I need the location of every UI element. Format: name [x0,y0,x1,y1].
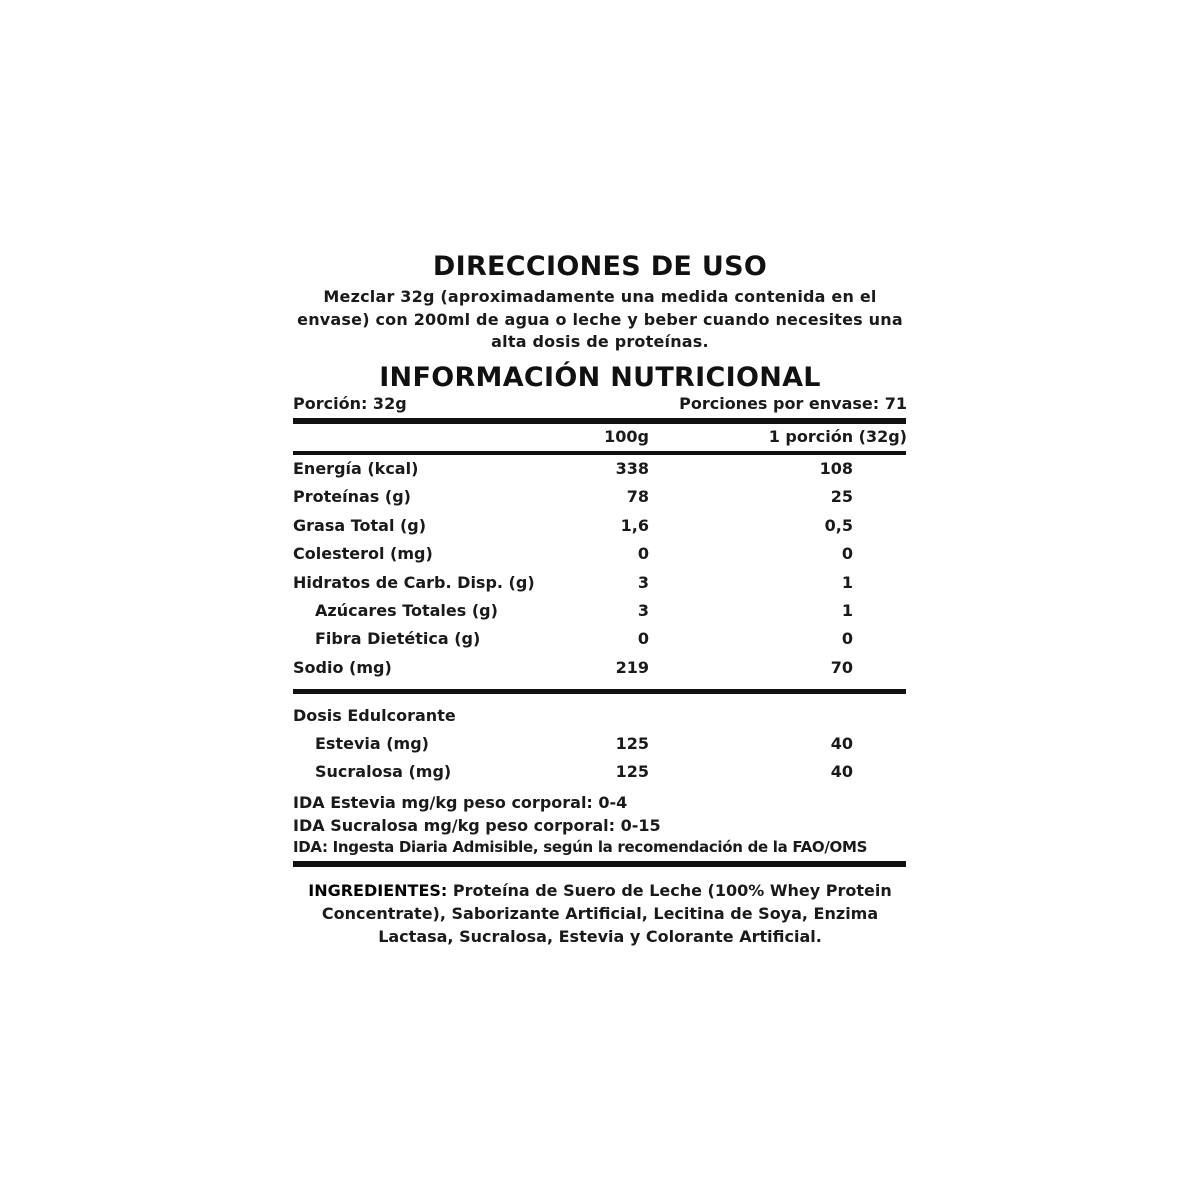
nutrition-title: INFORMACIÓN NUTRICIONAL [379,362,821,393]
ida-stevia: IDA Estevia mg/kg peso corporal: 0-4 [293,793,628,812]
value-100g: 1,6 [620,516,649,535]
table-row [293,487,907,511]
value-portion: 70 [830,658,853,677]
ingredients-line: Concentrate), Saborizante Artificial, Lecitina de Soya, Enzima [321,904,879,923]
directions-text [280,286,920,354]
value-100g: 125 [615,762,649,781]
value-100g: 338 [615,459,649,478]
value-portion: 25 [830,487,853,506]
portions-per-pack: Porciones por envase: 71 [679,394,907,413]
nutrient-name: Grasa Total (g) [293,516,427,535]
value-portion: 1 [841,573,853,592]
sweetener-header [293,706,907,730]
value-100g: 125 [615,734,649,753]
value-portion: 40 [830,762,853,781]
value-100g: 3 [637,601,649,620]
value-100g: 3 [637,573,649,592]
column-header-portion: 1 porción (32g) [768,427,907,446]
directions-line: envase) con 200ml de agua o leche y beber cuando necesites una [297,309,903,329]
value-portion: 108 [819,459,853,478]
table-row [293,544,907,568]
column-headers [293,427,907,451]
table-row [293,658,907,682]
ingredients-label: INGREDIENTES: [308,881,448,900]
table-row [293,734,907,758]
sweetener-name: Estevia (mg) [315,734,429,753]
divider-medium [293,451,906,455]
directions-line: Mezclar 32g (aproximadamente una medida contenida en el [323,287,877,306]
divider-thick [293,418,906,424]
sweetener-title: Dosis Edulcorante [293,706,456,725]
value-portion: 1 [841,601,853,620]
nutrient-name: Colesterol (mg) [293,544,433,563]
value-100g: 219 [615,658,649,677]
value-portion: 0 [841,544,853,563]
ingredients [270,879,930,948]
value-100g: 0 [637,629,649,648]
nutrient-name: Proteínas (g) [293,487,411,506]
sweetener-name: Sucralosa (mg) [315,762,452,781]
ida-sucralose: IDA Sucralosa mg/kg peso corporal: 0-15 [293,816,661,835]
ingredients-line [270,879,930,902]
table-row [293,573,907,597]
divider-thick [293,861,906,867]
directions-line: alta dosis de proteínas. [491,332,709,351]
nutrient-name: Fibra Dietética (g) [315,629,481,648]
table-row [293,459,907,483]
table-row [293,601,907,625]
nutrient-name: Energía (kcal) [293,459,419,478]
value-portion: 0 [841,629,853,648]
portion-size: Porción: 32g [293,394,407,413]
directions-title: DIRECCIONES DE USO [432,251,768,282]
ingredients-text: Proteína de Suero de Leche (100% Whey Protein [452,881,892,900]
table-row [293,516,907,540]
table-row [293,629,907,653]
ida-definition: IDA: Ingesta Diaria Admisible, según la recomendación de la FAO/OMS [293,838,868,856]
divider-thick [293,689,906,694]
nutrient-name: Azúcares Totales (g) [315,601,498,620]
value-portion: 0,5 [824,516,853,535]
value-100g: 0 [637,544,649,563]
value-100g: 78 [626,487,649,506]
ingredients-line: Lactasa, Sucralosa, Estevia y Colorante Artificial. [378,927,822,946]
value-portion: 40 [830,734,853,753]
nutrient-name: Hidratos de Carb. Disp. (g) [293,573,535,592]
nutrient-name: Sodio (mg) [293,658,392,677]
portion-row [293,394,907,418]
column-header-100g: 100g [604,427,649,446]
table-row [293,762,907,786]
